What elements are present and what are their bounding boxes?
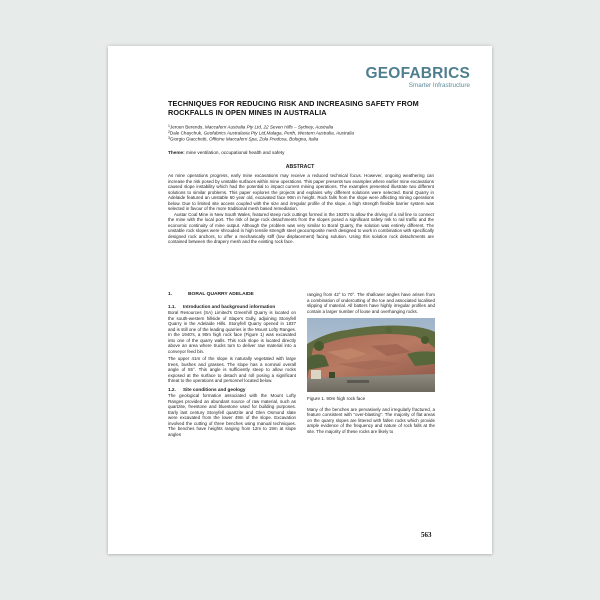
body-paragraph: The geological formation associated with the Mount Lofty Ranges provided an abundant source of raw material, such as quartzite, freestone and bluestone used for building purposes. Early last century Stonyfell quartzite and Glen Osmond slate were excavated from the lower 49m of the slope. Excavation involved the cutting of three benches using manual techniques. The benches have heights ranging from 12m to 19m at slope angles: [168, 393, 296, 437]
author-number: 1: [168, 124, 170, 128]
subsection-heading: [168, 304, 296, 310]
author-affiliation: Geofabrics Australasia Pty Ltd,Malaga, Perth, Western Australia, Australia: [203, 130, 354, 136]
body-paragraph: Many of the benches are pervasively and irregularly fractured, a feature consistent with "over-blasting". The majority of flat areas on the quarry slopes are littered with fallen rocks which provide ample evidence of the frequency and nature of rock falls at the site. The majority of these rocks are likely to: [307, 406, 435, 434]
page-number: 563: [421, 531, 432, 539]
body-paragraph: The upper 41m of the slope is naturally vegetated with large trees, bushes and grasses. The slope has a nominal overall angle of 55°. This angle is sufficiently steep to allow rocks exposed at the surface to detach and roll posing a significant threat to the operations and personnel located below.: [168, 356, 296, 383]
geofabrics-logo: [366, 66, 470, 90]
abstract-paragraph: As mine operations progress, early mine excavations may receive a reduced technical focus. However, ongoing weathering can increase the risk posed by unstable surfaces within mine operations. This paper presents two examples where earlier mine excavations caused slope instability which had the potential to impact current mining operations. The examples presented illustrate two different solutions to similar problems. This paper explores the projects and explains why different solutions were selected. Boral Quarry in Adelaide featured an unstable 60 year old, excavated face 90m in height. Rock falls from the slope were affecting mining operations below. Due to limited site access coupled with the size and irregular profile of the slope, a high strength flexible barrier system was selected in favour of the more traditional mesh based remediation.: [168, 173, 434, 211]
author-line: [168, 136, 468, 142]
rock-face-photo: [307, 318, 435, 392]
abstract-paragraph: Austar Coal Mine in New South Wales, featured steep rock cuttings formed in the 1920's to allow the driving of a rail line to connect the mine with the local port. The risk of large rock detachments from the slopes posed a significant safety risk to rail traffic and the economic continuity of mine output. Although the problem was very similar to Boral Quarry, the solution was entirely different. The unstable rock slopes were shrouded in high tensile strength steel geocomposite mesh designed to work in combination with specifically designed rock anchors, to offer a mechanically stiff (low displacement) facing solution. Using this solution rock detachments are contained between the drapery mesh and the existing rock face.: [168, 211, 434, 244]
subsection-heading: [168, 387, 296, 393]
subsection-title: Site conditions and geology: [183, 386, 246, 392]
section-number: 1.: [168, 292, 173, 297]
author-affiliation: Maccaferri Australia Pty Ltd, 22 Seven Hills – Sydney, Australia: [204, 124, 334, 130]
author-list: [168, 124, 468, 143]
paper-title: TECHNIQUES FOR REDUCING RISK AND INCREASING SAFETY FROM ROCKFALLS IN OPEN MINES IN AUSTRALIA: [168, 99, 419, 117]
abstract-heading: ABSTRACT: [285, 164, 315, 170]
section-heading: [168, 292, 296, 298]
section-title: BORAL QUARRY ADELAIDE: [188, 292, 254, 297]
author-number: 3: [168, 136, 170, 141]
left-column: [168, 292, 296, 439]
right-column: [307, 292, 435, 436]
body-paragraph: ranging from 42° to 70°. The shallower angles have arisen from a combination of undercutting of the toe and associated localised slipping of material. All batters have highly irregular profiles and contain a larger number of loose and overhanging rocks.: [307, 292, 435, 314]
subsection-number: 1.2.: [168, 386, 176, 392]
figure-caption: Figure 1. 90m high rock face: [307, 396, 366, 401]
subsection-title: Introduction and background information: [183, 303, 276, 309]
body-paragraph: Boral Resources (SA) Limited's Greenhill Quarry is located on the south-western hillside of Slape's Gully, adjoining Stonyfell Quarry in the Adelaide Hills. Stonyfell Quarry opened in 1837 and is still one of the leading quarries in the Mount Lofty Ranges. In the 1940's, a 90m high rock face (Figure 1) was excavated into one of the quarry walls. This rock slope is located directly above an area where trucks turn to deliver raw material into a conveyor feed bin.: [168, 310, 296, 354]
abstract-body: [168, 173, 434, 245]
author-number: 2: [168, 130, 170, 135]
logo-tagline: Smarter Infrastructure: [408, 82, 470, 89]
author-name: Dale Chaychuk,: [169, 130, 204, 136]
paper-page: [108, 46, 492, 554]
subsection-number: 1.1.: [168, 303, 176, 309]
rock-face-photo-image: [307, 318, 435, 392]
author-affiliation: Officine Maccaferri Spa, Zola Predosa, Bologna, Italia: [208, 136, 319, 142]
author-name: Giorgio Giacchetti,: [169, 136, 209, 142]
theme-value: mine ventilation, occupational health and safety: [184, 150, 285, 155]
logo-wordmark: GEOFABRICS: [365, 65, 470, 82]
author-name: Jeroen Berends,: [169, 124, 205, 130]
theme-label: Theme:: [168, 150, 185, 155]
theme-line: [168, 150, 284, 156]
